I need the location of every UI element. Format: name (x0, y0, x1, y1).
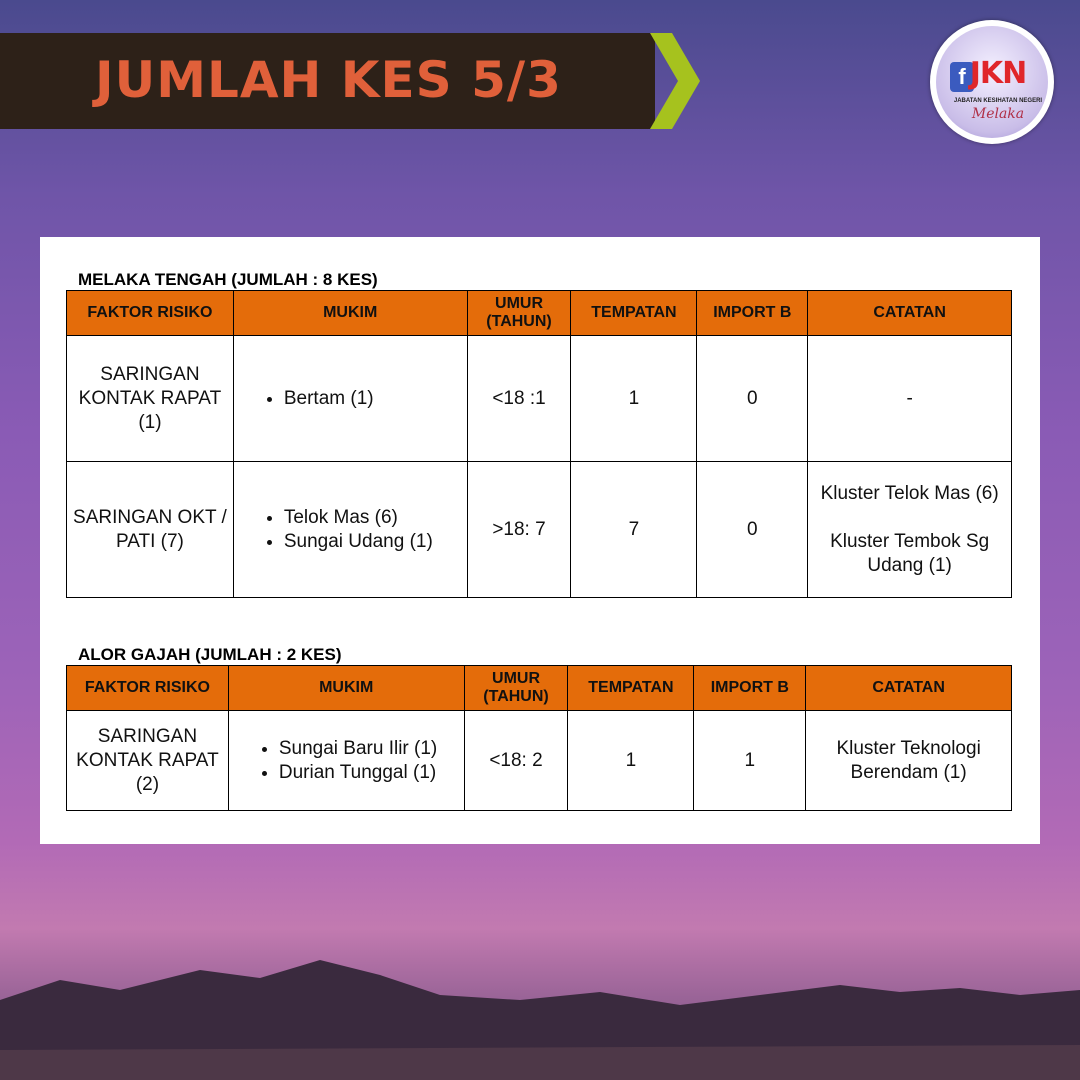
report-card (40, 237, 1040, 844)
column-header: MUKIM (233, 291, 467, 336)
chevron-right-icon (650, 33, 700, 129)
catatan-item: Kluster Tembok Sg Udang (1) (830, 530, 990, 576)
cell-mukim (233, 336, 467, 462)
catatan-item: Kluster Teknologi Berendam (1) (836, 737, 981, 783)
mukim-list (240, 506, 461, 554)
logo-subtitle: JABATAN KESIHATAN NEGERI (953, 98, 1043, 104)
column-header: IMPORT B (697, 291, 808, 336)
facebook-icon: f (950, 62, 974, 92)
logo-mark: JKN (969, 56, 1027, 91)
table-row (67, 462, 1012, 598)
mukim-item: • Durian Tunggal (1) (279, 761, 458, 785)
cell-mukim (233, 462, 467, 598)
page-title: JUMLAH KES 5/3 (95, 51, 562, 109)
table-row (67, 336, 1012, 462)
column-header: UMUR (TAHUN) (464, 666, 568, 711)
column-header: TEMPATAN (568, 666, 694, 711)
jkn-logo (930, 20, 1054, 144)
section-title-alor-gajah: ALOR GAJAH (JUMLAH : 2 KES) (78, 645, 342, 664)
column-header: FAKTOR RISIKO (67, 666, 229, 711)
cell-catatan (806, 711, 1012, 811)
column-header: MUKIM (228, 666, 464, 711)
cell-tempatan: 1 (571, 336, 697, 462)
column-header: IMPORT B (694, 666, 806, 711)
cell-import-b: 0 (697, 336, 808, 462)
mukim-list (240, 387, 461, 411)
table-header-row (67, 666, 1012, 711)
column-header: UMUR (TAHUN) (467, 291, 571, 336)
mukim-item: • Bertam (1) (284, 387, 461, 411)
column-header: CATATAN (806, 666, 1012, 711)
cell-catatan (808, 336, 1012, 462)
cell-import-b: 0 (697, 462, 808, 598)
note-gap (814, 506, 1005, 530)
column-header: FAKTOR RISIKO (67, 291, 234, 336)
mountain-silhouette (0, 900, 1080, 1080)
logo-script: Melaka (971, 106, 1025, 122)
mukim-list (235, 737, 458, 785)
cell-umur: <18: 2 (464, 711, 568, 811)
table-row (67, 711, 1012, 811)
cell-tempatan: 1 (568, 711, 694, 811)
catatan-item: - (906, 387, 913, 409)
catatan-item: Kluster Telok Mas (6) (820, 482, 999, 504)
cell-umur: >18: 7 (467, 462, 571, 598)
section-title-melaka-tengah: MELAKA TENGAH (JUMLAH : 8 KES) (78, 270, 378, 289)
mukim-item: • Telok Mas (6) (284, 506, 461, 530)
cell-faktor-risiko: SARINGAN OKT / PATI (7) (67, 462, 234, 598)
mukim-item: • Sungai Baru Ilir (1) (279, 737, 458, 761)
cell-tempatan: 7 (571, 462, 697, 598)
column-header: CATATAN (808, 291, 1012, 336)
cell-faktor-risiko: SARINGAN KONTAK RAPAT (2) (67, 711, 229, 811)
column-header: TEMPATAN (571, 291, 697, 336)
cell-catatan (808, 462, 1012, 598)
mukim-item: • Sungai Udang (1) (284, 530, 461, 554)
cell-faktor-risiko: SARINGAN KONTAK RAPAT (1) (67, 336, 234, 462)
table-alor-gajah (66, 665, 1012, 811)
cell-mukim (228, 711, 464, 811)
cell-umur: <18 :1 (467, 336, 571, 462)
cell-import-b: 1 (694, 711, 806, 811)
table-header-row (67, 291, 1012, 336)
table-melaka-tengah (66, 290, 1012, 598)
